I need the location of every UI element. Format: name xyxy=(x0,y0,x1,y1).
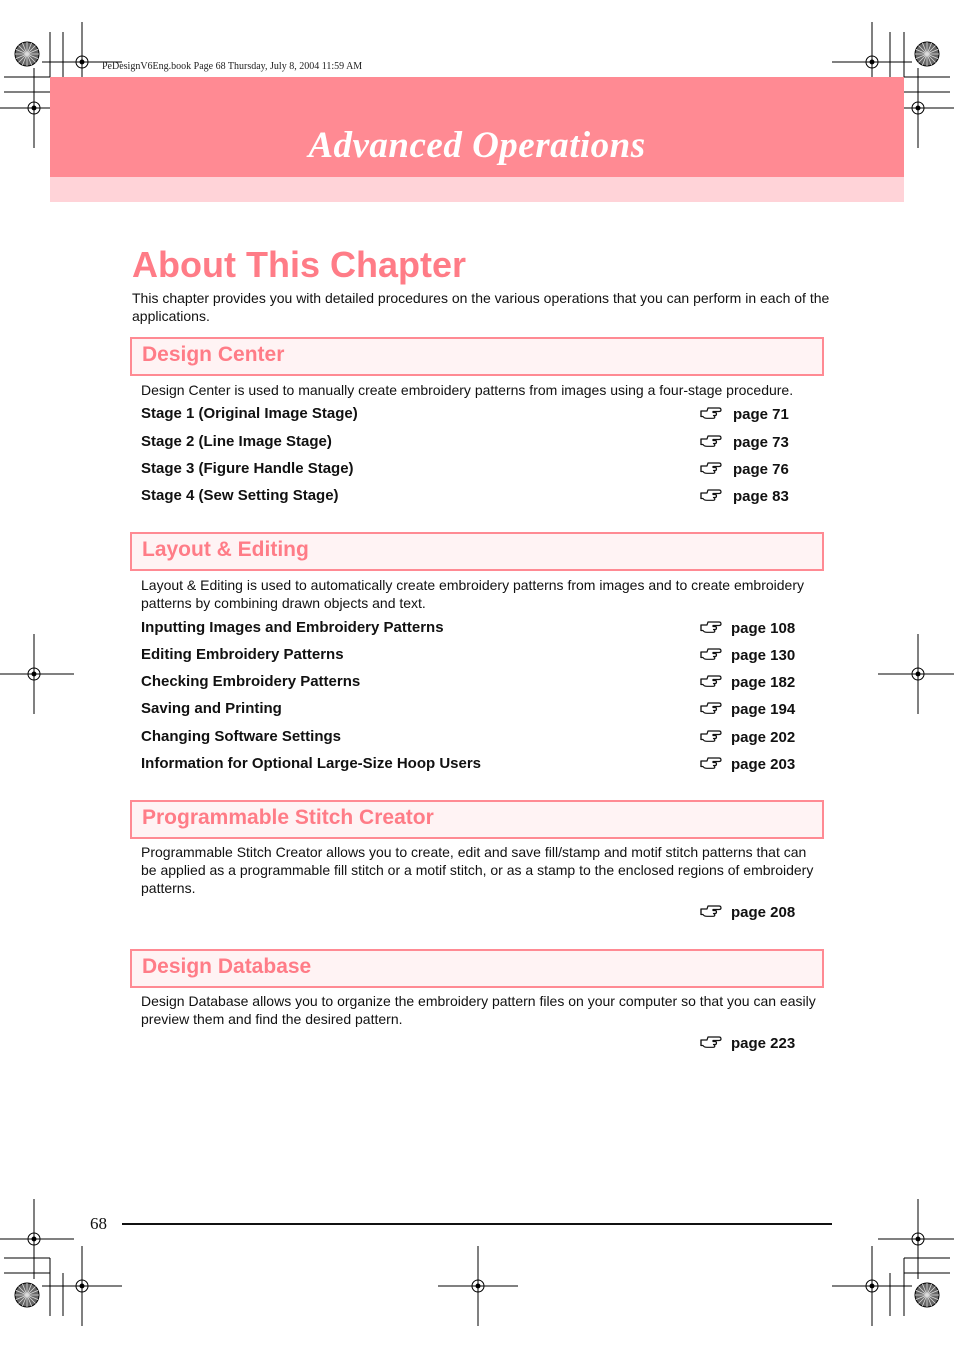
list-item xyxy=(141,673,801,695)
page-reference[interactable] xyxy=(699,433,789,451)
list-item xyxy=(141,646,801,668)
section-header-design-database xyxy=(130,949,824,988)
page-reference[interactable] xyxy=(699,728,795,746)
item-label: Changing Software Settings xyxy=(141,728,342,745)
crosshair-registration-mark-icon xyxy=(878,634,954,714)
page-reference[interactable] xyxy=(699,1034,795,1052)
section-header-design-center xyxy=(130,337,824,376)
crosshair-registration-mark-icon xyxy=(438,1246,518,1326)
pointing-hand-icon xyxy=(699,755,723,771)
page-link[interactable]: page 83 xyxy=(733,488,789,505)
page-link[interactable]: page 73 xyxy=(733,434,789,451)
page-number: 68 xyxy=(90,1214,107,1233)
item-label: Saving and Printing xyxy=(141,700,282,717)
pointing-hand-icon xyxy=(699,700,723,716)
footer-rule xyxy=(122,1223,832,1225)
starburst-registration-mark-icon xyxy=(15,42,39,66)
section-title: Programmable Stitch Creator xyxy=(142,806,434,829)
list-item xyxy=(141,1034,801,1056)
item-label: Checking Embroidery Patterns xyxy=(141,673,361,690)
item-label: Stage 2 (Line Image Stage) xyxy=(141,433,332,450)
section-title: Design Database xyxy=(142,955,312,978)
starburst-registration-mark-icon xyxy=(15,1283,39,1307)
list-item xyxy=(141,700,801,722)
list-item xyxy=(141,619,801,641)
page-reference[interactable] xyxy=(699,755,795,773)
chapter-intro: This chapter provides you with detailed procedures on the various operations that you can perform in each of the applications. xyxy=(132,290,830,324)
banner-title: Advanced Operations xyxy=(308,125,646,166)
item-label: Stage 1 (Original Image Stage) xyxy=(141,405,358,422)
page-reference[interactable] xyxy=(699,619,795,637)
page-link[interactable]: page 182 xyxy=(731,674,796,691)
list-item xyxy=(141,728,801,750)
crosshair-registration-mark-icon xyxy=(0,634,74,714)
starburst-registration-mark-icon xyxy=(915,42,939,66)
item-label: Editing Embroidery Patterns xyxy=(141,646,344,663)
section-description: Layout & Editing is used to automatically create embroidery patterns from images and to create embroidery patterns by combining drawn objects and text. xyxy=(141,577,804,611)
list-item xyxy=(141,460,801,482)
section-title: Design Center xyxy=(142,343,285,366)
crosshair-registration-mark-icon xyxy=(0,1199,74,1279)
pointing-hand-icon xyxy=(699,1034,723,1050)
page-link[interactable]: page 223 xyxy=(731,1035,796,1052)
page-reference[interactable] xyxy=(699,405,789,423)
page-link[interactable]: page 208 xyxy=(731,904,796,921)
page-link[interactable]: page 194 xyxy=(731,701,796,718)
page-reference[interactable] xyxy=(699,700,795,718)
page-title: About This Chapter xyxy=(132,244,466,285)
crosshair-registration-mark-icon xyxy=(878,1199,954,1279)
list-item xyxy=(141,433,801,455)
list-item xyxy=(141,405,801,427)
crosshair-registration-mark-icon xyxy=(832,1246,912,1326)
section-description: Design Database allows you to organize the embroidery pattern files on your computer so that you can easily preview them and find the desired pattern. xyxy=(141,993,816,1027)
pointing-hand-icon xyxy=(699,460,723,476)
page-reference[interactable] xyxy=(699,646,795,664)
starburst-registration-mark-icon xyxy=(915,1283,939,1307)
page-link[interactable]: page 202 xyxy=(731,729,796,746)
chapter-banner-band xyxy=(50,177,904,202)
item-label: Information for Optional Large-Size Hoop Users xyxy=(141,755,482,772)
list-item xyxy=(141,755,801,777)
pointing-hand-icon xyxy=(699,903,723,919)
item-label: Inputting Images and Embroidery Patterns xyxy=(141,619,444,636)
page-link[interactable]: page 203 xyxy=(731,756,796,773)
pointing-hand-icon xyxy=(699,405,723,421)
pointing-hand-icon xyxy=(699,433,723,449)
page-reference[interactable] xyxy=(699,487,789,505)
page-reference[interactable] xyxy=(699,673,795,691)
crosshair-registration-mark-icon xyxy=(42,1246,122,1326)
pointing-hand-icon xyxy=(699,619,723,635)
section-title: Layout & Editing xyxy=(142,538,309,561)
pointing-hand-icon xyxy=(699,728,723,744)
print-info: PeDesignV6Eng.book Page 68 Thursday, July 8, 2004 11:59 AM xyxy=(102,61,363,72)
pointing-hand-icon xyxy=(699,487,723,503)
section-header-layout-editing xyxy=(130,532,824,571)
item-label: Stage 3 (Figure Handle Stage) xyxy=(141,460,354,477)
page-link[interactable]: page 71 xyxy=(733,406,789,423)
section-description: Design Center is used to manually create embroidery patterns from images using a four-stage procedure. xyxy=(141,382,794,398)
page-reference[interactable] xyxy=(699,903,795,921)
page-link[interactable]: page 108 xyxy=(731,620,796,637)
list-item xyxy=(141,903,801,925)
pointing-hand-icon xyxy=(699,673,723,689)
list-item xyxy=(141,487,801,509)
page-link[interactable]: page 130 xyxy=(731,647,796,664)
page-link[interactable]: page 76 xyxy=(733,461,789,478)
item-label: Stage 4 (Sew Setting Stage) xyxy=(141,487,339,504)
section-description: Programmable Stitch Creator allows you to create, edit and save fill/stamp and motif stitch patterns that can be applied as a programmable fill stitch or a motif stitch, or as a stamp to the enclosed regions of embroidery patterns. xyxy=(141,844,814,896)
section-header-stitch-creator xyxy=(130,800,824,839)
pointing-hand-icon xyxy=(699,646,723,662)
page-reference[interactable] xyxy=(699,460,789,478)
